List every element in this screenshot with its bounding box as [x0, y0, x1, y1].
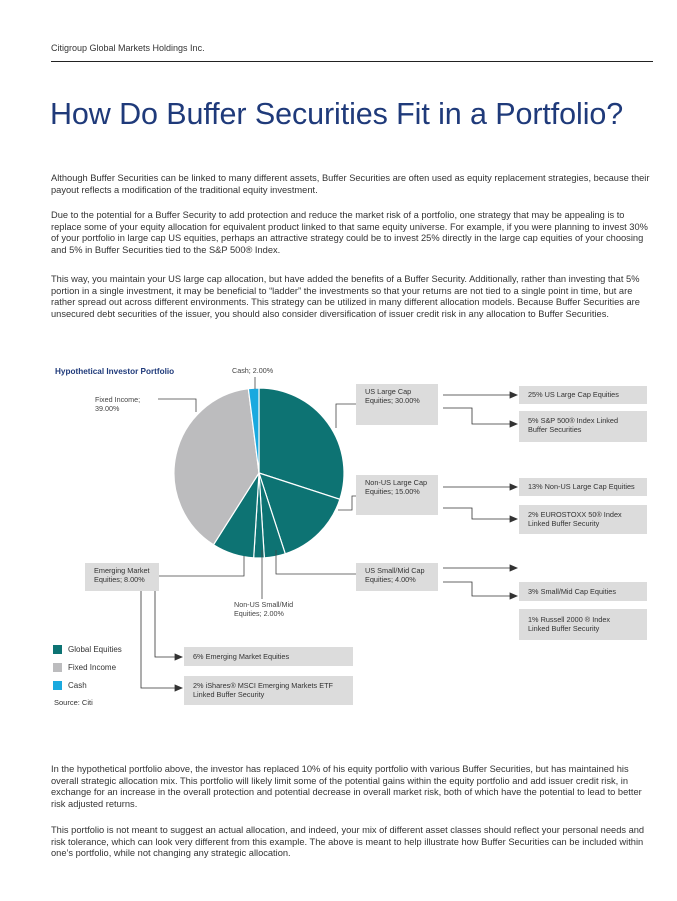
legend-item-global-equities	[53, 640, 122, 658]
arrow-us-large-2	[443, 408, 512, 424]
label-fixed-income-text: Fixed Income; 39.00%	[95, 395, 141, 413]
intro-paragraph-1: Although Buffer Securities can be linked to many different assets, Buffer Securities are often used as equity replacement strategies, because their payout reflects a modification of the traditional equity investment.	[51, 173, 650, 195]
alloc-russell-buffer	[519, 609, 647, 640]
legend-label-fixed-income: Fixed Income	[68, 662, 117, 672]
callout-line-us-large	[336, 404, 356, 428]
label-us-large-cap-text: US Large Cap Equities; 30.00%	[365, 387, 420, 406]
label-nonus-large-cap-text: Non-US Large Cap Equities; 15.00%	[365, 478, 428, 497]
alloc-nonus-large-equities	[519, 478, 647, 496]
label-nonus-small-mid	[234, 600, 324, 618]
legend-label-global-equities: Global Equities	[68, 644, 122, 654]
legend-swatch-fixed-income	[53, 663, 62, 672]
alloc-small-mid-equities	[519, 582, 647, 601]
legend-item-cash	[53, 676, 122, 694]
alloc-sp500-buffer-text: 5% S&P 500® Index Linked Buffer Securities	[528, 416, 619, 435]
label-nonus-small-mid-text: Non-US Small/Mid Equities; 2.00%	[234, 600, 294, 618]
label-nonus-large-cap	[356, 475, 438, 515]
alloc-eurostoxx-buffer	[519, 505, 647, 534]
alloc-ishares-buffer	[184, 676, 353, 705]
alloc-emerging-equities-text: 6% Emerging Market Equities	[193, 652, 290, 661]
legend-label-cash: Cash	[68, 680, 87, 690]
alloc-emerging-equities	[184, 647, 353, 666]
intro-paragraph-2: Due to the potential for a Buffer Security to add protection and reduce the market risk of a portfolio, one strategy that may be appealing is to replace some of your equity allocation for equivalent product linked to that same equity universe. For example, if you were planning to invest 30% of your portfolio in large cap US equities, perhaps an attractive strategy could be to invest 25% directly in the large cap equities of your choosing and 5% in Buffer Securities tied to the S&P 500® Index.	[51, 210, 648, 255]
chart-title: Hypothetical Investor Portfolio	[55, 367, 175, 376]
callout-line-us-small	[276, 550, 356, 574]
pie-slices	[174, 388, 344, 558]
alloc-russell-buffer-text: 1% Russell 2000 ® Index Linked Buffer Security	[528, 615, 611, 634]
label-us-small-mid-cap	[356, 563, 438, 591]
alloc-us-large-equities	[519, 386, 647, 404]
label-emerging-market	[85, 563, 159, 591]
alloc-nonus-large-equities-text: 13% Non-US Large Cap Equities	[528, 482, 635, 491]
intro-paragraph-3: This way, you maintain your US large cap allocation, but have added the benefits of a Buffer Security. Additionally, rather than investing that 5% portion in a single investment, it may be beneficial to “ladder” the investments so that your returns are not tied to a single point in time, but are rather spread out across different environments. This strategy can be utilized in many different allocation models. Because Buffer Securities are unsecured debt securities of the issuer, you should also consider diversification of issuer credit risk in any allocation to Buffer Securities.	[51, 274, 640, 319]
closing-paragraph-1: In the hypothetical portfolio above, the investor has replaced 10% of his equity portfolio with various Buffer Securities, but has maintained his overall strategic allocation mix. This portfolio will likely limit some of the potential gains within the equity portfolio and add issuer credit risk, in exchange for an increase in the overall protection and potential decrease in overall market risk, both of which have the potential to lead to better risk adjusted returns.	[51, 764, 642, 809]
label-fixed-income	[95, 395, 165, 413]
label-us-large-cap	[356, 384, 438, 425]
label-cash-text: Cash; 2.00%	[232, 366, 274, 375]
legend-swatch-global-equities	[53, 645, 62, 654]
alloc-eurostoxx-buffer-text: 2% EUROSTOXX 50® Index Linked Buffer Security	[528, 510, 622, 529]
label-cash	[232, 366, 273, 375]
chart-legend	[53, 640, 122, 694]
alloc-small-mid-equities-text: 3% Small/Mid Cap Equities	[528, 587, 617, 596]
arrow-nonus-large-2	[443, 508, 512, 519]
arrow-us-small-2	[443, 582, 512, 596]
callout-line-emerging	[159, 556, 244, 576]
closing-paragraph-2: This portfolio is not meant to suggest an actual allocation, and indeed, your mix of different asset classes should reflect your personal needs and risk tolerance, which can look very different from this example. The above is meant to help illustrate how Buffer Securities can be included within one’s portfolio, while not changing any strategic allocation.	[51, 825, 645, 859]
arrow-em-1	[155, 591, 177, 657]
alloc-sp500-buffer	[519, 411, 647, 442]
alloc-ishares-buffer-text: 2% iShares® MSCI Emerging Markets ETF Linked Buffer Security	[193, 681, 334, 700]
chart-source: Source: Citi	[54, 698, 93, 707]
alloc-us-large-equities-text: 25% US Large Cap Equities	[528, 390, 619, 399]
legend-item-fixed-income	[53, 658, 122, 676]
label-us-small-mid-cap-text: US Small/Mid Cap Equities; 4.00%	[365, 566, 425, 585]
page-title: How Do Buffer Securities Fit in a Portfolio?	[50, 97, 624, 131]
label-emerging-market-text: Emerging Market Equities; 8.00%	[94, 566, 150, 585]
arrow-em-2	[141, 591, 177, 688]
legend-swatch-cash	[53, 681, 62, 690]
company-header: Citigroup Global Markets Holdings Inc.	[51, 43, 205, 53]
